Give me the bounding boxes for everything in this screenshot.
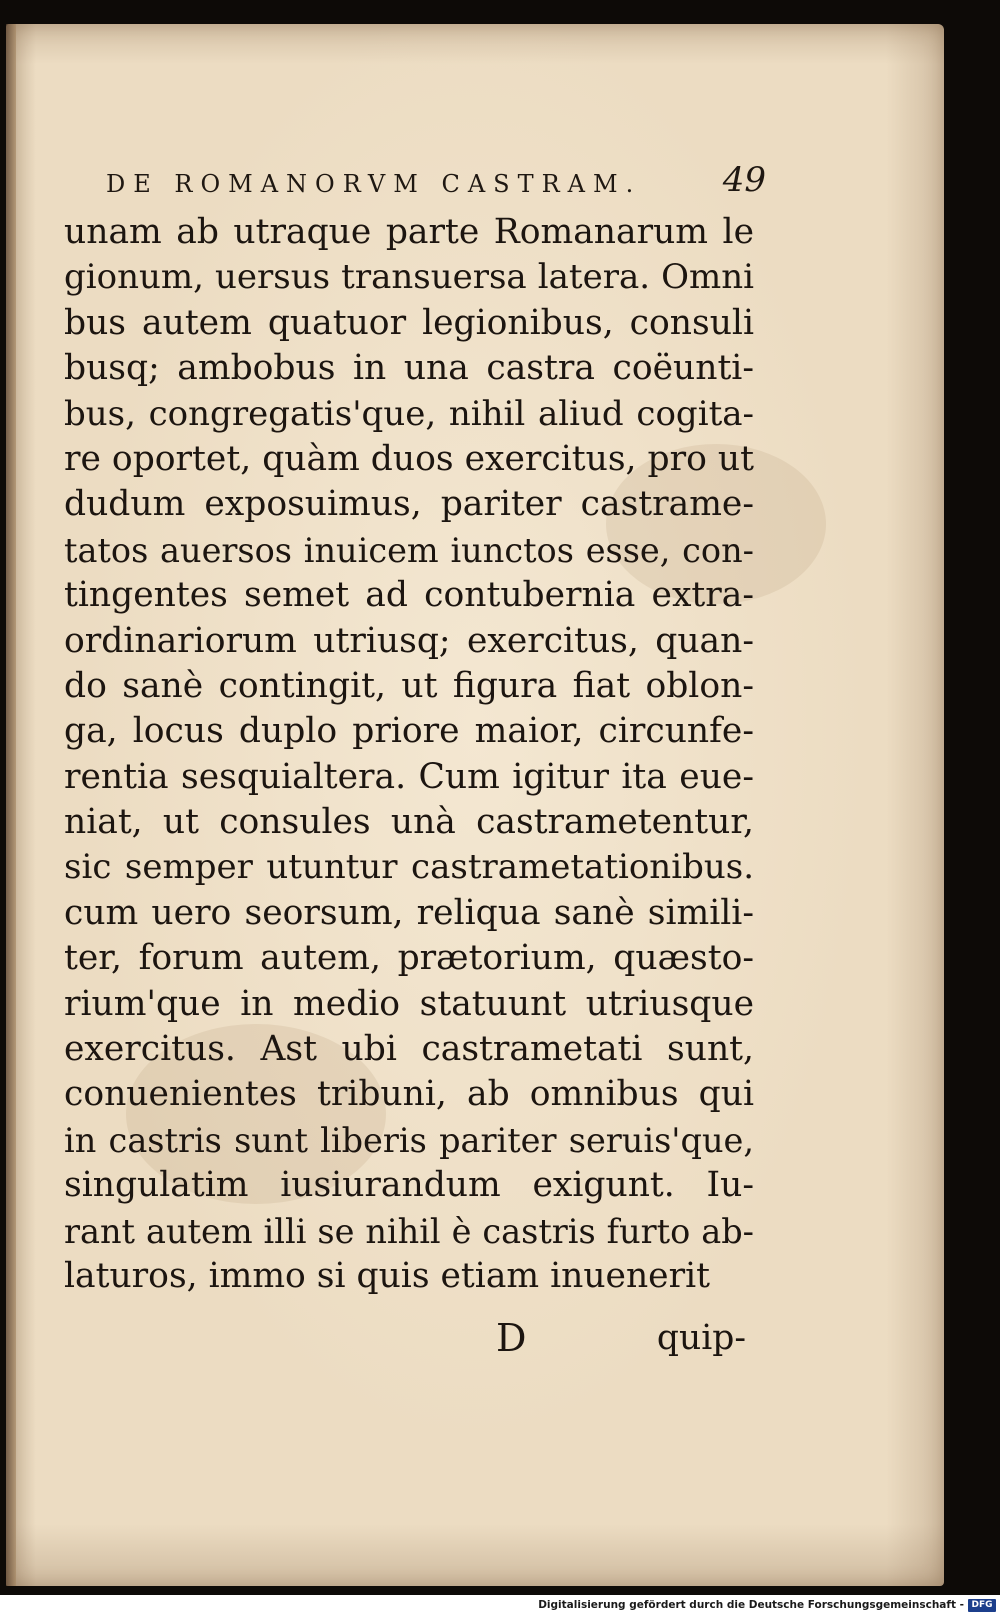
text-line: exercitus. Ast ubi castrametati sunt, bbox=[64, 1029, 754, 1070]
text-line: tatos auersos inuicem iunctos esse, con- bbox=[64, 530, 754, 570]
page-number: 49 bbox=[722, 160, 766, 200]
text-line: busq; ambobus in una castra coëunti- bbox=[64, 348, 754, 389]
text-line: in castris sunt liberis pariter seruis'que, bbox=[64, 1120, 754, 1160]
text-line: ordinariorum utriusq; exercitus, quan- bbox=[64, 620, 754, 661]
running-head-title: DE ROMANORVM CASTRAM. bbox=[106, 170, 642, 198]
running-head bbox=[106, 160, 766, 204]
text-line: re oportet, quàm duos exercitus, pro ut bbox=[64, 438, 754, 479]
text-line: ter, forum autem, prætorium, quæsto- bbox=[64, 938, 754, 979]
page-gutter-shadow bbox=[6, 24, 16, 1586]
text-line: tingentes semet ad contubernia extra- bbox=[64, 575, 754, 616]
text-line: gionum, uersus transuersa latera. Omni bbox=[64, 257, 754, 298]
catchline bbox=[496, 1316, 746, 1366]
text-line: cum uero seorsum, reliqua sanè simili- bbox=[64, 892, 754, 933]
text-line: dudum exposuimus, pariter castrame- bbox=[64, 484, 754, 525]
text-line: unam ab utraque parte Romanarum le bbox=[64, 212, 754, 252]
text-line: conuenientes tribuni, ab omnibus qui bbox=[64, 1074, 754, 1115]
text-line: singulatim iusiurandum exigunt. Iu- bbox=[64, 1165, 754, 1206]
text-line: rant autem illi se nihil è castris furto ab- bbox=[64, 1211, 754, 1251]
text-line: rium'que in medio statuunt utriusque bbox=[64, 983, 754, 1024]
text-line: bus autem quatuor legionibus, consuli bbox=[64, 302, 754, 343]
text-line: laturos, immo si quis etiam inuenerit bbox=[64, 1255, 710, 1296]
text-line: niat, ut consules unà castrametentur, bbox=[64, 802, 754, 843]
text-line: do sanè contingit, ut figura fiat oblon- bbox=[64, 665, 754, 706]
text-line: sic semper utuntur castrametationibus. bbox=[64, 847, 754, 888]
catchword: quip- bbox=[656, 1318, 746, 1358]
funding-credit: Digitalisierung gefördert durch die Deutsche Forschungsgemeinschaft - bbox=[538, 1599, 964, 1611]
signature-mark: D bbox=[496, 1316, 527, 1360]
text-line: ga, locus duplo priore maior, circunfe- bbox=[64, 711, 754, 752]
digitization-footer bbox=[0, 1595, 1000, 1617]
text-line: bus, congregatis'que, nihil aliud cogita- bbox=[64, 393, 754, 434]
body-text bbox=[64, 210, 754, 1299]
book-page bbox=[6, 24, 944, 1586]
text-line: rentia sesquialtera. Cum igitur ita eue- bbox=[64, 756, 754, 797]
dfg-logo-icon: DFG bbox=[968, 1599, 996, 1612]
